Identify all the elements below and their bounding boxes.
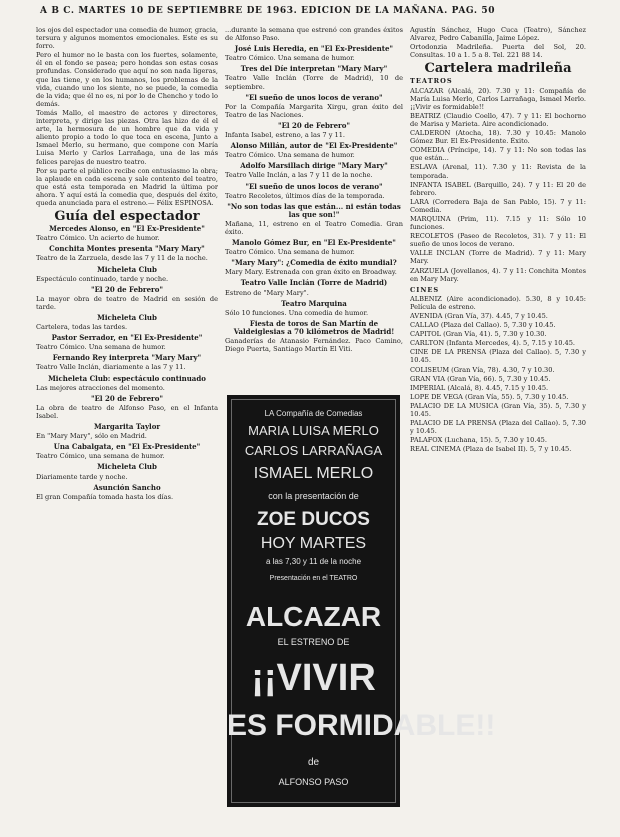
- column-3: [410, 26, 586, 806]
- item-body: Mañana, 11, estreno en el Teatro Comedia. Gran éxito.: [225, 219, 403, 236]
- cinema-listing: CARLTON (Infanta Mercedes, 4). 5, 7.15 y 10.45.: [410, 339, 576, 348]
- guide-heading: Margarita Taylor: [93, 422, 161, 432]
- cinema-listing: LOPE DE VEGA (Gran Vía, 55). 5, 7.30 y 10.45.: [410, 392, 569, 401]
- item-heading: Manolo Gómez Bur, en "El Ex-Presidente": [232, 238, 396, 248]
- ad-date: HOY MARTES: [260, 535, 367, 552]
- item-body: Infanta Isabel, estreno, a las 7 y 11.: [225, 131, 346, 140]
- ad-actor: MARIA LUISA MERLO: [248, 423, 379, 438]
- guide-body: Teatro de la Zarzuela, desde las 7 y 11 de la noche.: [36, 254, 208, 263]
- guide-heading: Fernando Rey interpreta "Mary Mary": [52, 353, 202, 363]
- page-header: A B C. MARTES 10 DE SEPTIEMBRE DE 1963. EDICION DE LA MAÑANA. PAG. 50: [40, 6, 496, 16]
- item-heading: "El sueño de unos locos de verano": [245, 181, 383, 191]
- guide-heading: Conchita Montes presenta "Mary Mary": [49, 244, 205, 254]
- guide-heading: Una Cabalgata, en "El Ex-Presidente": [53, 442, 201, 452]
- ad-venue-label: Presentación en el TEATRO: [269, 575, 358, 582]
- cinema-listing: PALACIO DE LA PRENSA (Plaza del Callao). 5, 7.30 y 10.45.: [410, 419, 586, 436]
- guide-body: Teatro Cómico. Una semana de humor.: [36, 343, 166, 352]
- article-paragraph: ...durante la semana que estrenó con grandes éxitos de Alfonso Paso.: [225, 26, 403, 43]
- item-heading: "No son todas las que están... ni están todas las que son!": [227, 201, 401, 219]
- item-heading: Alonso Millán, autor de "El Ex-Presidente": [230, 141, 398, 151]
- theatre-listing: ALCAZAR (Alcalá, 20). 7.30 y 11: Compañía de María Luisa Merlo, Carlos Larrañaga, Ismael Merlo. ¡¡Vivir es formidable!!: [410, 86, 586, 111]
- theatre-listing: ESLAVA (Arenal, 11). 7.30 y 11: Revista de la temporada.: [410, 163, 586, 180]
- ad-title-line-2: ES FORMIDABLE!!: [227, 709, 496, 742]
- theatre-listing: VALLE INCLAN (Torre de Madrid). 7 y 11: Mary Mary.: [410, 249, 586, 266]
- theatre-listing: RECOLETOS (Paseo de Recoletos, 31). 7 y 11: El sueño de unos locos de verano.: [410, 232, 586, 249]
- guide-body: Diariamente tarde y noche.: [36, 472, 128, 481]
- item-body: Sólo 10 funciones. Una comedia de humor.: [225, 308, 369, 317]
- cinema-listing: PALAFOX (Luchana, 15). 5, 7.30 y 10.45.: [410, 436, 547, 445]
- guide-heading: Micheleta Club: [97, 264, 157, 274]
- item-heading: Teatro Valle Inclán (Torre de Madrid): [240, 278, 388, 288]
- guide-heading: "El 20 de Febrero": [90, 284, 164, 294]
- ad-times: a las 7,30 y 11 de la noche: [265, 557, 362, 566]
- item-body: Ganaderías de Atanasio Fernández. Paco Camino, Diego Puerta, Santiago Martín El Viti.: [225, 337, 403, 354]
- item-body: Estreno de "Mary Mary".: [225, 288, 309, 297]
- ad-author: ALFONSO PASO: [278, 777, 349, 787]
- cinema-listing: CINE DE LA PRENSA (Plaza del Callao). 5, 7.30 y 10.45.: [410, 348, 586, 365]
- item-heading: "El sueño de unos locos de verano": [245, 92, 383, 102]
- ad-author-label: de: [307, 757, 320, 768]
- theatre-listing: BEATRIZ (Claudio Coello, 47). 7 y 11: El bochorno de Marisa y Marieta. Aire acondicionado.: [410, 111, 586, 128]
- theatre-listing: LARA (Corredera Baja de San Pablo, 15). 7 y 11: Comedia.: [410, 197, 586, 214]
- cinema-listing: GRAN VIA (Gran Vía, 66). 5, 7.30 y 10.45.: [410, 374, 551, 383]
- guide-title: Guía del espectador: [54, 209, 200, 225]
- guide-body: Las mejores atracciones del momento.: [36, 383, 165, 392]
- ad-premiere-label: EL ESTRENO DE: [277, 637, 350, 647]
- guide-body: La obra de teatro de Alfonso Paso, en el Infanta Isabel.: [36, 403, 218, 420]
- cinema-listing: AVENIDA (Gran Vía, 37). 4.45, 7 y 10.45.: [410, 312, 548, 320]
- item-body: Teatro Valle Inclán, a las 7 y 11 de la noche.: [225, 171, 373, 180]
- item-body: Teatro Cómico. Una semana de humor.: [225, 151, 355, 160]
- guide-heading: Asunción Sancho: [93, 482, 161, 492]
- guide-heading: Mercedes Alonso, en "El Ex-Presidente": [49, 224, 205, 234]
- article-paragraph: los ojos del espectador una comedia de humor, gracia, tersura y algunos momentos emocionales. Este es su forro.: [36, 26, 218, 51]
- cinema-listing: PALACIO DE LA MUSICA (Gran Vía, 35). 5, 7.30 y 10.45.: [410, 401, 586, 419]
- theatre-listing: CALDERON (Atocha, 18). 7.30 y 10.45: Manolo Gómez Bur. El Ex-Presidente. Éxito.: [410, 129, 586, 146]
- ad-actor: ISMAEL MERLO: [253, 465, 374, 482]
- ad-presentation: con la presentación de: [268, 491, 359, 501]
- cinema-listing: REAL CINEMA (Plaza de Isabel II). 5, 7 y 10.45.: [410, 445, 572, 454]
- notice: Agustín Sánchez, Hugo Cuca (Teatro), Sánchez Alvarez, Pedro Cabanilla, Jaime López.: [410, 26, 586, 43]
- guide-body: Cartelera, todas las tardes.: [36, 323, 128, 332]
- item-body: Teatro Valle Inclán (Torre de Madrid), 10 de septiembre.: [225, 74, 403, 91]
- theatre-listing: MARQUINA (Prim, 11). 7.15 y 11: Sólo 10 funciones.: [410, 214, 586, 232]
- cinema-listing: IMPERIAL (Alcalá, 8). 4.45, 7.15 y 10.45.: [410, 383, 549, 392]
- guide-heading: Micheleta Club: espectáculo continuado: [48, 373, 206, 383]
- item-heading: Teatro Marquina: [281, 298, 347, 308]
- item-body: Teatro Cómico. Una semana de humor.: [225, 248, 355, 257]
- ad-actor: CARLOS LARRAÑAGA: [244, 443, 383, 458]
- article-paragraph: Tomás Mallo, el maestro de actores y directores, interpreta, y dirige las piezas. Otra las hizo de él el arte, la hermosura de un hombre que da vida y aliento propio a todo lo que toca en escena, Junto a Ismael Merlo, su hermano, que compone con María Luisa Merlo y Carlos Larrañaga, una de las más felices parejas de nuestro teatro.: [36, 108, 218, 166]
- ad-venue: ALCAZAR: [245, 601, 382, 632]
- ad-actress: ZOE DUCOS: [257, 509, 370, 530]
- ad-title-line-1: ¡¡VIVIR: [251, 657, 376, 699]
- item-heading: "El 20 de Febrero": [277, 120, 351, 130]
- cinema-listing: COLISEUM (Gran Vía, 78). 4.30, 7 y 10.30.: [410, 365, 555, 374]
- guide-body: Teatro Cómico, una semana de humor.: [36, 452, 165, 461]
- guide-heading: Micheleta Club: [97, 462, 157, 472]
- item-heading: José Luis Heredia, en "El Ex-Presidente": [234, 44, 394, 54]
- notice: Ortodonzia Madrileña. Puerta del Sol, 20. Consultas. 10 a 1. 5 a 8. Tel. 221 88 14.: [410, 43, 586, 60]
- guide-body: La mayor obra de teatro de Madrid en sesión de tarde.: [36, 294, 218, 311]
- theatre-listing: ZARZUELA (Jovellanos, 4). 7 y 11: Conchita Montes en Mary Mary.: [410, 266, 586, 283]
- guide-body: Teatro Valle Inclán, diariamente a las 7 y 11.: [36, 363, 186, 372]
- item-heading: Adolfo Marsillach dirige "Mary Mary": [240, 161, 388, 171]
- listings-title: Cartelera madrileña: [424, 61, 572, 77]
- item-body: Teatro Recoletos, últimos días de la temporada.: [225, 191, 385, 200]
- cinema-listing: ALBENIZ (Aire acondicionado). 5.30, 8 y 10.45: Película de estreno.: [410, 294, 586, 311]
- item-body: Mary Mary. Estrenada con gran éxito en Broadway.: [225, 268, 397, 277]
- column-2: [225, 26, 403, 392]
- article-paragraph: Por su parte el público recibe con entusiasmo la obra; la aplaude en cada escena y sale contento del teatro, que está esta temporada en Madrid la última por ahora. Y aquí está la comedia que, después del éxito, queda anunciada para el estreno.— Félix ESPINOSA.: [36, 166, 218, 207]
- item-heading: Tres del Díe interpretan "Mary Mary": [240, 64, 388, 74]
- item-heading: Fiesta de toros de San Martín de Valdeiglesias a 70 kilómetros de Madrid!: [233, 318, 395, 336]
- theatre-listing: INFANTA ISABEL (Barquillo, 24). 7 y 11: El 20 de febrero.: [410, 180, 586, 197]
- cinemas-heading: CINES: [410, 285, 440, 294]
- guide-body: En "Mary Mary", sólo en Madrid.: [36, 432, 147, 441]
- guide-heading: Micheleta Club: [97, 313, 157, 322]
- guide-body: El gran Compañía tomada hasta los días.: [36, 492, 174, 501]
- ad-company: LA Compañía de Comedias: [264, 409, 363, 418]
- guide-body: Espectáculo continuado, tarde y noche.: [36, 274, 169, 283]
- column-1: [36, 26, 218, 816]
- article-paragraph: Pero el humor no le basta con los fuertes, solamente, él en el fondo se pasea; pero hondas son estas cosas profundas. Considerado que aquí no son nada ligeras, que las tiene, y en los humanos, los problemas de la vida, cuando uno los siente, no se puede, la comedia de la vida; que él no es, ni por lo de Chencho y todo lo demás.: [36, 51, 218, 108]
- item-body: Teatro Cómico. Una semana de humor.: [225, 54, 355, 63]
- theatre-listing: COMEDIA (Príncipe, 14). 7 y 11: No son todas las que están...: [410, 146, 586, 163]
- cinema-listing: CALLAO (Plaza del Callao). 5, 7.30 y 10.45.: [410, 321, 556, 330]
- item-heading: "Mary Mary": ¿Comedia de éxito mundial?: [231, 258, 397, 268]
- guide-heading: "El 20 de Febrero": [90, 393, 164, 403]
- theatres-heading: TEATROS: [410, 77, 453, 86]
- guide-heading: Pastor Serrador, en "El Ex-Presidente": [51, 333, 203, 343]
- cinema-listing: CAPITOL (Gran Vía, 41). 5, 7.30 y 10.30.: [410, 330, 547, 339]
- item-body: Por la Compañía Margarita Xirgu, gran éxito del Teatro de las Naciones.: [225, 102, 403, 119]
- guide-body: Teatro Cómico. Un acierto de humor.: [36, 234, 160, 243]
